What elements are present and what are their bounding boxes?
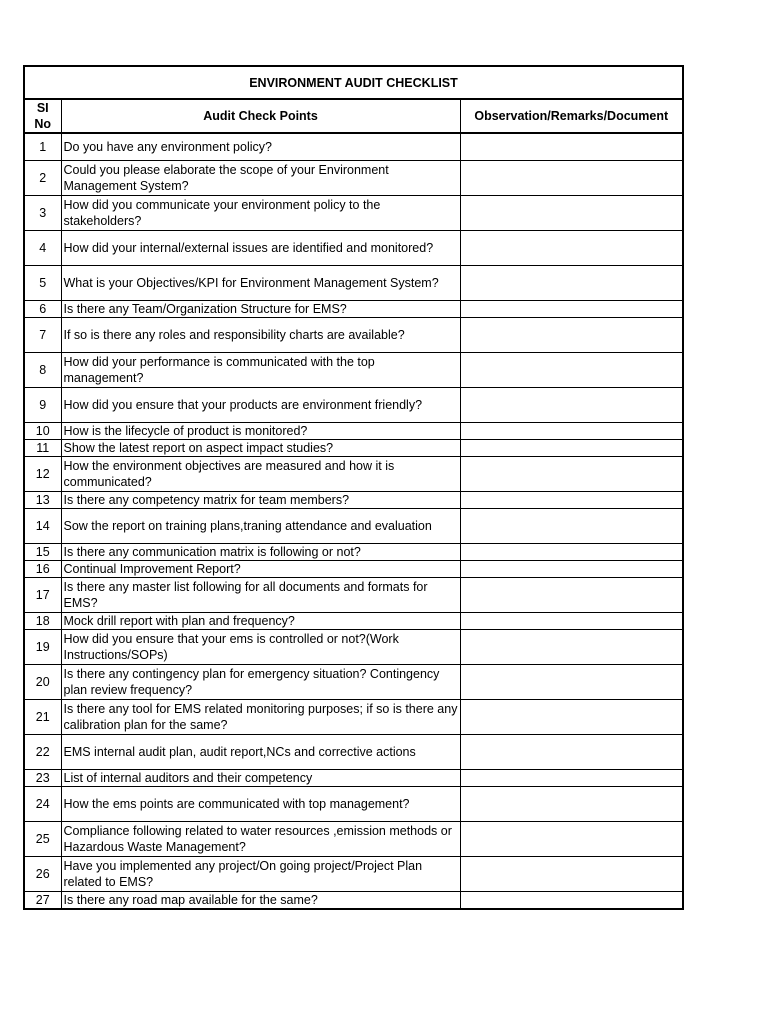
row-number: 20 xyxy=(24,664,61,699)
audit-check-point: How the environment objectives are measured and how it is communicated? xyxy=(61,456,460,491)
column-header-observation: Observation/Remarks/Document xyxy=(460,99,683,133)
observation-cell[interactable] xyxy=(460,352,683,387)
row-number: 23 xyxy=(24,769,61,786)
observation-cell[interactable] xyxy=(460,821,683,856)
checklist-body xyxy=(24,133,683,909)
checklist-row xyxy=(24,456,683,491)
row-number: 2 xyxy=(24,160,61,195)
observation-cell[interactable] xyxy=(460,508,683,543)
observation-cell[interactable] xyxy=(460,133,683,160)
checklist-row xyxy=(24,786,683,821)
observation-cell[interactable] xyxy=(460,195,683,230)
checklist-row xyxy=(24,508,683,543)
row-number: 22 xyxy=(24,734,61,769)
checklist-row xyxy=(24,387,683,422)
audit-check-point: Show the latest report on aspect impact studies? xyxy=(61,439,460,456)
audit-check-point: Is there any road map available for the same? xyxy=(61,891,460,909)
observation-cell[interactable] xyxy=(460,856,683,891)
row-number: 11 xyxy=(24,439,61,456)
observation-cell[interactable] xyxy=(460,664,683,699)
observation-cell[interactable] xyxy=(460,387,683,422)
row-number: 1 xyxy=(24,133,61,160)
audit-check-point: Compliance following related to water resources ,emission methods or Hazardous Waste Management? xyxy=(61,821,460,856)
observation-cell[interactable] xyxy=(460,491,683,508)
checklist-title: ENVIRONMENT AUDIT CHECKLIST xyxy=(24,66,683,99)
row-number: 24 xyxy=(24,786,61,821)
audit-check-point: Sow the report on training plans,traning attendance and evaluation xyxy=(61,508,460,543)
header-row xyxy=(24,99,683,133)
audit-check-point: What is your Objectives/KPI for Environment Management System? xyxy=(61,265,460,300)
audit-check-point: Is there any Team/Organization Structure for EMS? xyxy=(61,300,460,317)
checklist-row xyxy=(24,629,683,664)
observation-cell[interactable] xyxy=(460,160,683,195)
row-number: 15 xyxy=(24,543,61,560)
observation-cell[interactable] xyxy=(460,456,683,491)
audit-check-point: How did you communicate your environment policy to the stakeholders? xyxy=(61,195,460,230)
row-number: 21 xyxy=(24,699,61,734)
checklist-row xyxy=(24,560,683,577)
observation-cell[interactable] xyxy=(460,786,683,821)
audit-check-point: EMS internal audit plan, audit report,NCs and corrective actions xyxy=(61,734,460,769)
observation-cell[interactable] xyxy=(460,300,683,317)
checklist-row xyxy=(24,352,683,387)
checklist-row xyxy=(24,734,683,769)
checklist-row xyxy=(24,195,683,230)
row-number: 8 xyxy=(24,352,61,387)
audit-check-point: Could you please elaborate the scope of your Environment Management System? xyxy=(61,160,460,195)
checklist-row xyxy=(24,577,683,612)
checklist-row xyxy=(24,300,683,317)
observation-cell[interactable] xyxy=(460,612,683,629)
observation-cell[interactable] xyxy=(460,560,683,577)
audit-check-point: Have you implemented any project/On going project/Project Plan related to EMS? xyxy=(61,856,460,891)
observation-cell[interactable] xyxy=(460,265,683,300)
row-number: 13 xyxy=(24,491,61,508)
audit-check-point: Is there any tool for EMS related monitoring purposes; if so is there any calibration plan for the same? xyxy=(61,699,460,734)
audit-check-point: Is there any contingency plan for emergency situation? Contingency plan review frequency? xyxy=(61,664,460,699)
audit-check-point: Continual Improvement Report? xyxy=(61,560,460,577)
checklist-row xyxy=(24,856,683,891)
checklist-row xyxy=(24,133,683,160)
checklist-row xyxy=(24,664,683,699)
checklist-row xyxy=(24,439,683,456)
row-number: 18 xyxy=(24,612,61,629)
observation-cell[interactable] xyxy=(460,317,683,352)
row-number: 10 xyxy=(24,422,61,439)
observation-cell[interactable] xyxy=(460,422,683,439)
row-number: 26 xyxy=(24,856,61,891)
row-number: 5 xyxy=(24,265,61,300)
observation-cell[interactable] xyxy=(460,891,683,909)
checklist-row xyxy=(24,491,683,508)
checklist-row xyxy=(24,265,683,300)
audit-check-point: How the ems points are communicated with top management? xyxy=(61,786,460,821)
row-number: 17 xyxy=(24,577,61,612)
checklist-row xyxy=(24,317,683,352)
audit-check-point: Mock drill report with plan and frequency? xyxy=(61,612,460,629)
observation-cell[interactable] xyxy=(460,439,683,456)
row-number: 7 xyxy=(24,317,61,352)
row-number: 12 xyxy=(24,456,61,491)
audit-check-point: If so is there any roles and responsibility charts are available? xyxy=(61,317,460,352)
audit-check-point: How did you ensure that your products are environment friendly? xyxy=(61,387,460,422)
checklist-row xyxy=(24,543,683,560)
audit-check-point: Do you have any environment policy? xyxy=(61,133,460,160)
row-number: 25 xyxy=(24,821,61,856)
checklist-row xyxy=(24,821,683,856)
observation-cell[interactable] xyxy=(460,769,683,786)
row-number: 27 xyxy=(24,891,61,909)
checklist-row xyxy=(24,160,683,195)
audit-check-point: Is there any communication matrix is following or not? xyxy=(61,543,460,560)
column-header-audit-check-points: Audit Check Points xyxy=(61,99,460,133)
observation-cell[interactable] xyxy=(460,699,683,734)
row-number: 19 xyxy=(24,629,61,664)
row-number: 6 xyxy=(24,300,61,317)
audit-check-point: How is the lifecycle of product is monitored? xyxy=(61,422,460,439)
row-number: 9 xyxy=(24,387,61,422)
row-number: 3 xyxy=(24,195,61,230)
row-number: 4 xyxy=(24,230,61,265)
column-header-si-no: SI No xyxy=(24,99,61,133)
audit-check-point: Is there any master list following for all documents and formats for EMS? xyxy=(61,577,460,612)
audit-checklist-table xyxy=(23,65,684,910)
checklist-row xyxy=(24,612,683,629)
audit-check-point: List of internal auditors and their competency xyxy=(61,769,460,786)
audit-check-point: Is there any competency matrix for team members? xyxy=(61,491,460,508)
observation-cell[interactable] xyxy=(460,577,683,612)
observation-cell[interactable] xyxy=(460,543,683,560)
row-number: 16 xyxy=(24,560,61,577)
checklist-row xyxy=(24,699,683,734)
audit-check-point: How did your performance is communicated with the top management? xyxy=(61,352,460,387)
checklist-row xyxy=(24,422,683,439)
audit-check-point: How did your internal/external issues are identified and monitored? xyxy=(61,230,460,265)
row-number: 14 xyxy=(24,508,61,543)
checklist-row xyxy=(24,891,683,909)
observation-cell[interactable] xyxy=(460,629,683,664)
observation-cell[interactable] xyxy=(460,230,683,265)
checklist-row xyxy=(24,769,683,786)
observation-cell[interactable] xyxy=(460,734,683,769)
checklist-row xyxy=(24,230,683,265)
audit-check-point: How did you ensure that your ems is controlled or not?(Work Instructions/SOPs) xyxy=(61,629,460,664)
